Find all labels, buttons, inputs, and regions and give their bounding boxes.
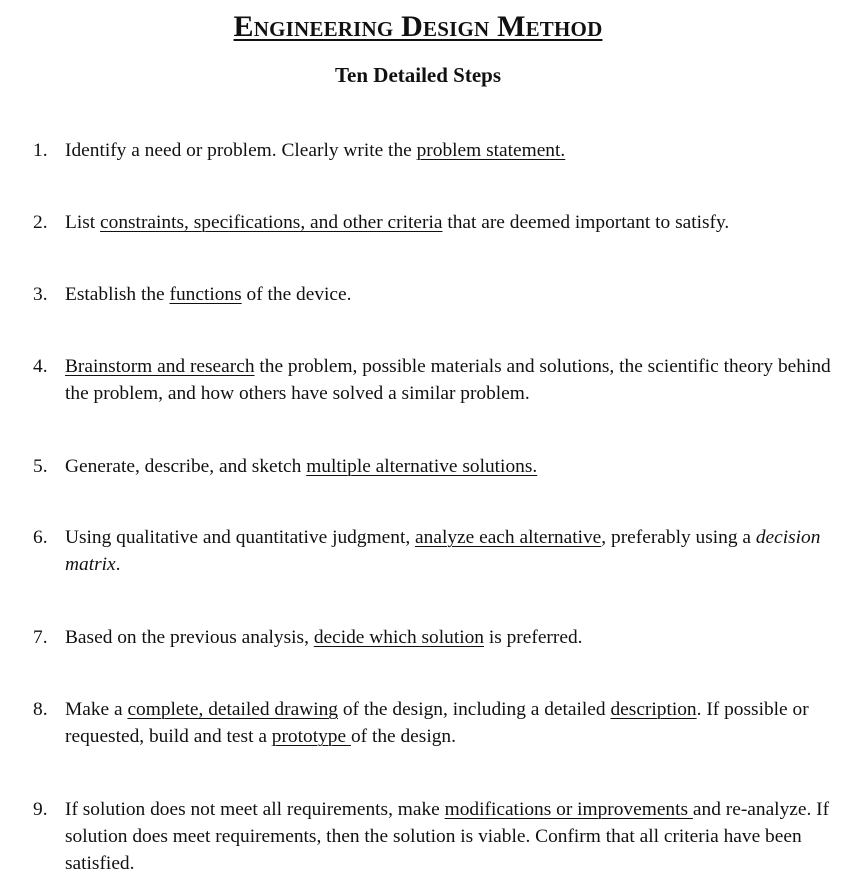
step-number: 5. [33,456,48,477]
step-key-term: Brainstorm and research [65,356,255,377]
step-text-segment: is preferred. [483,627,583,648]
step-key-term: description [610,699,697,720]
step-text-segment: Identify a need or problem. Clearly write the [65,140,417,161]
step-key-term: modifications or improvements [444,799,693,820]
step-text-segment: and re-analyze. If solution does meet requirements, then the solution is viable. Confirm that all criteria have been satisfied. [65,799,830,874]
step-text [65,281,835,308]
step-number: 6. [33,527,48,548]
step-text-segment: Make a [65,699,128,720]
step-text-segment: of the design. [350,726,456,747]
step-number: 8. [33,699,48,720]
step-text [65,453,835,480]
step-number: 4. [33,356,48,377]
step-text-segment: List [65,212,101,233]
step-text-segment: Based on the previous analysis, [65,627,314,648]
step-number: 3. [33,284,48,305]
step-text [65,624,835,651]
step-key-term: decide which solution [313,627,484,648]
step-text-segment: . [115,554,121,575]
step-emphasis: decision matrix [65,527,821,575]
step-text-segment: the problem, possible materials and solutions, the scientific theory behind the problem, and how others have solved a similar problem. [65,356,831,404]
step-number: 9. [33,799,48,820]
step-text-segment: Using qualitative and quantitative judgment, [65,527,416,548]
step-text [65,696,835,750]
step-key-term: functions [169,284,242,305]
step-key-term: constraints, specifications, and other criteria [100,212,443,233]
step-text [65,209,835,236]
step-text-segment: Establish the [65,284,170,305]
document-subtitle: Ten Detailed Steps [334,63,502,87]
step-key-term: multiple alternative solutions. [306,456,538,477]
step-key-term: analyze each alternative [415,527,602,548]
step-text-segment: of the device. [241,284,352,305]
step-number: 1. [33,140,48,161]
step-text [65,137,835,164]
step-text-segment: that are deemed important to satisfy. [442,212,730,233]
step-text-segment: of the design, including a detailed [337,699,611,720]
step-key-term: problem statement. [416,140,566,161]
step-number: 7. [33,627,48,648]
step-number: 2. [33,212,48,233]
step-text [65,796,835,877]
step-text-segment: Generate, describe, and sketch [65,456,307,477]
step-text-segment: If solution does not meet all requirements, make [65,799,445,820]
step-text-segment: , preferably using a [601,527,756,548]
step-text [65,524,835,578]
step-text [65,353,835,407]
step-key-term: complete, detailed drawing [127,699,338,720]
step-key-term: prototype [271,726,351,747]
document-title-text: Engineering Design Method [233,10,603,43]
document-title [0,8,836,46]
step-text-segment: . If possible or requested, build and test a [65,699,809,747]
